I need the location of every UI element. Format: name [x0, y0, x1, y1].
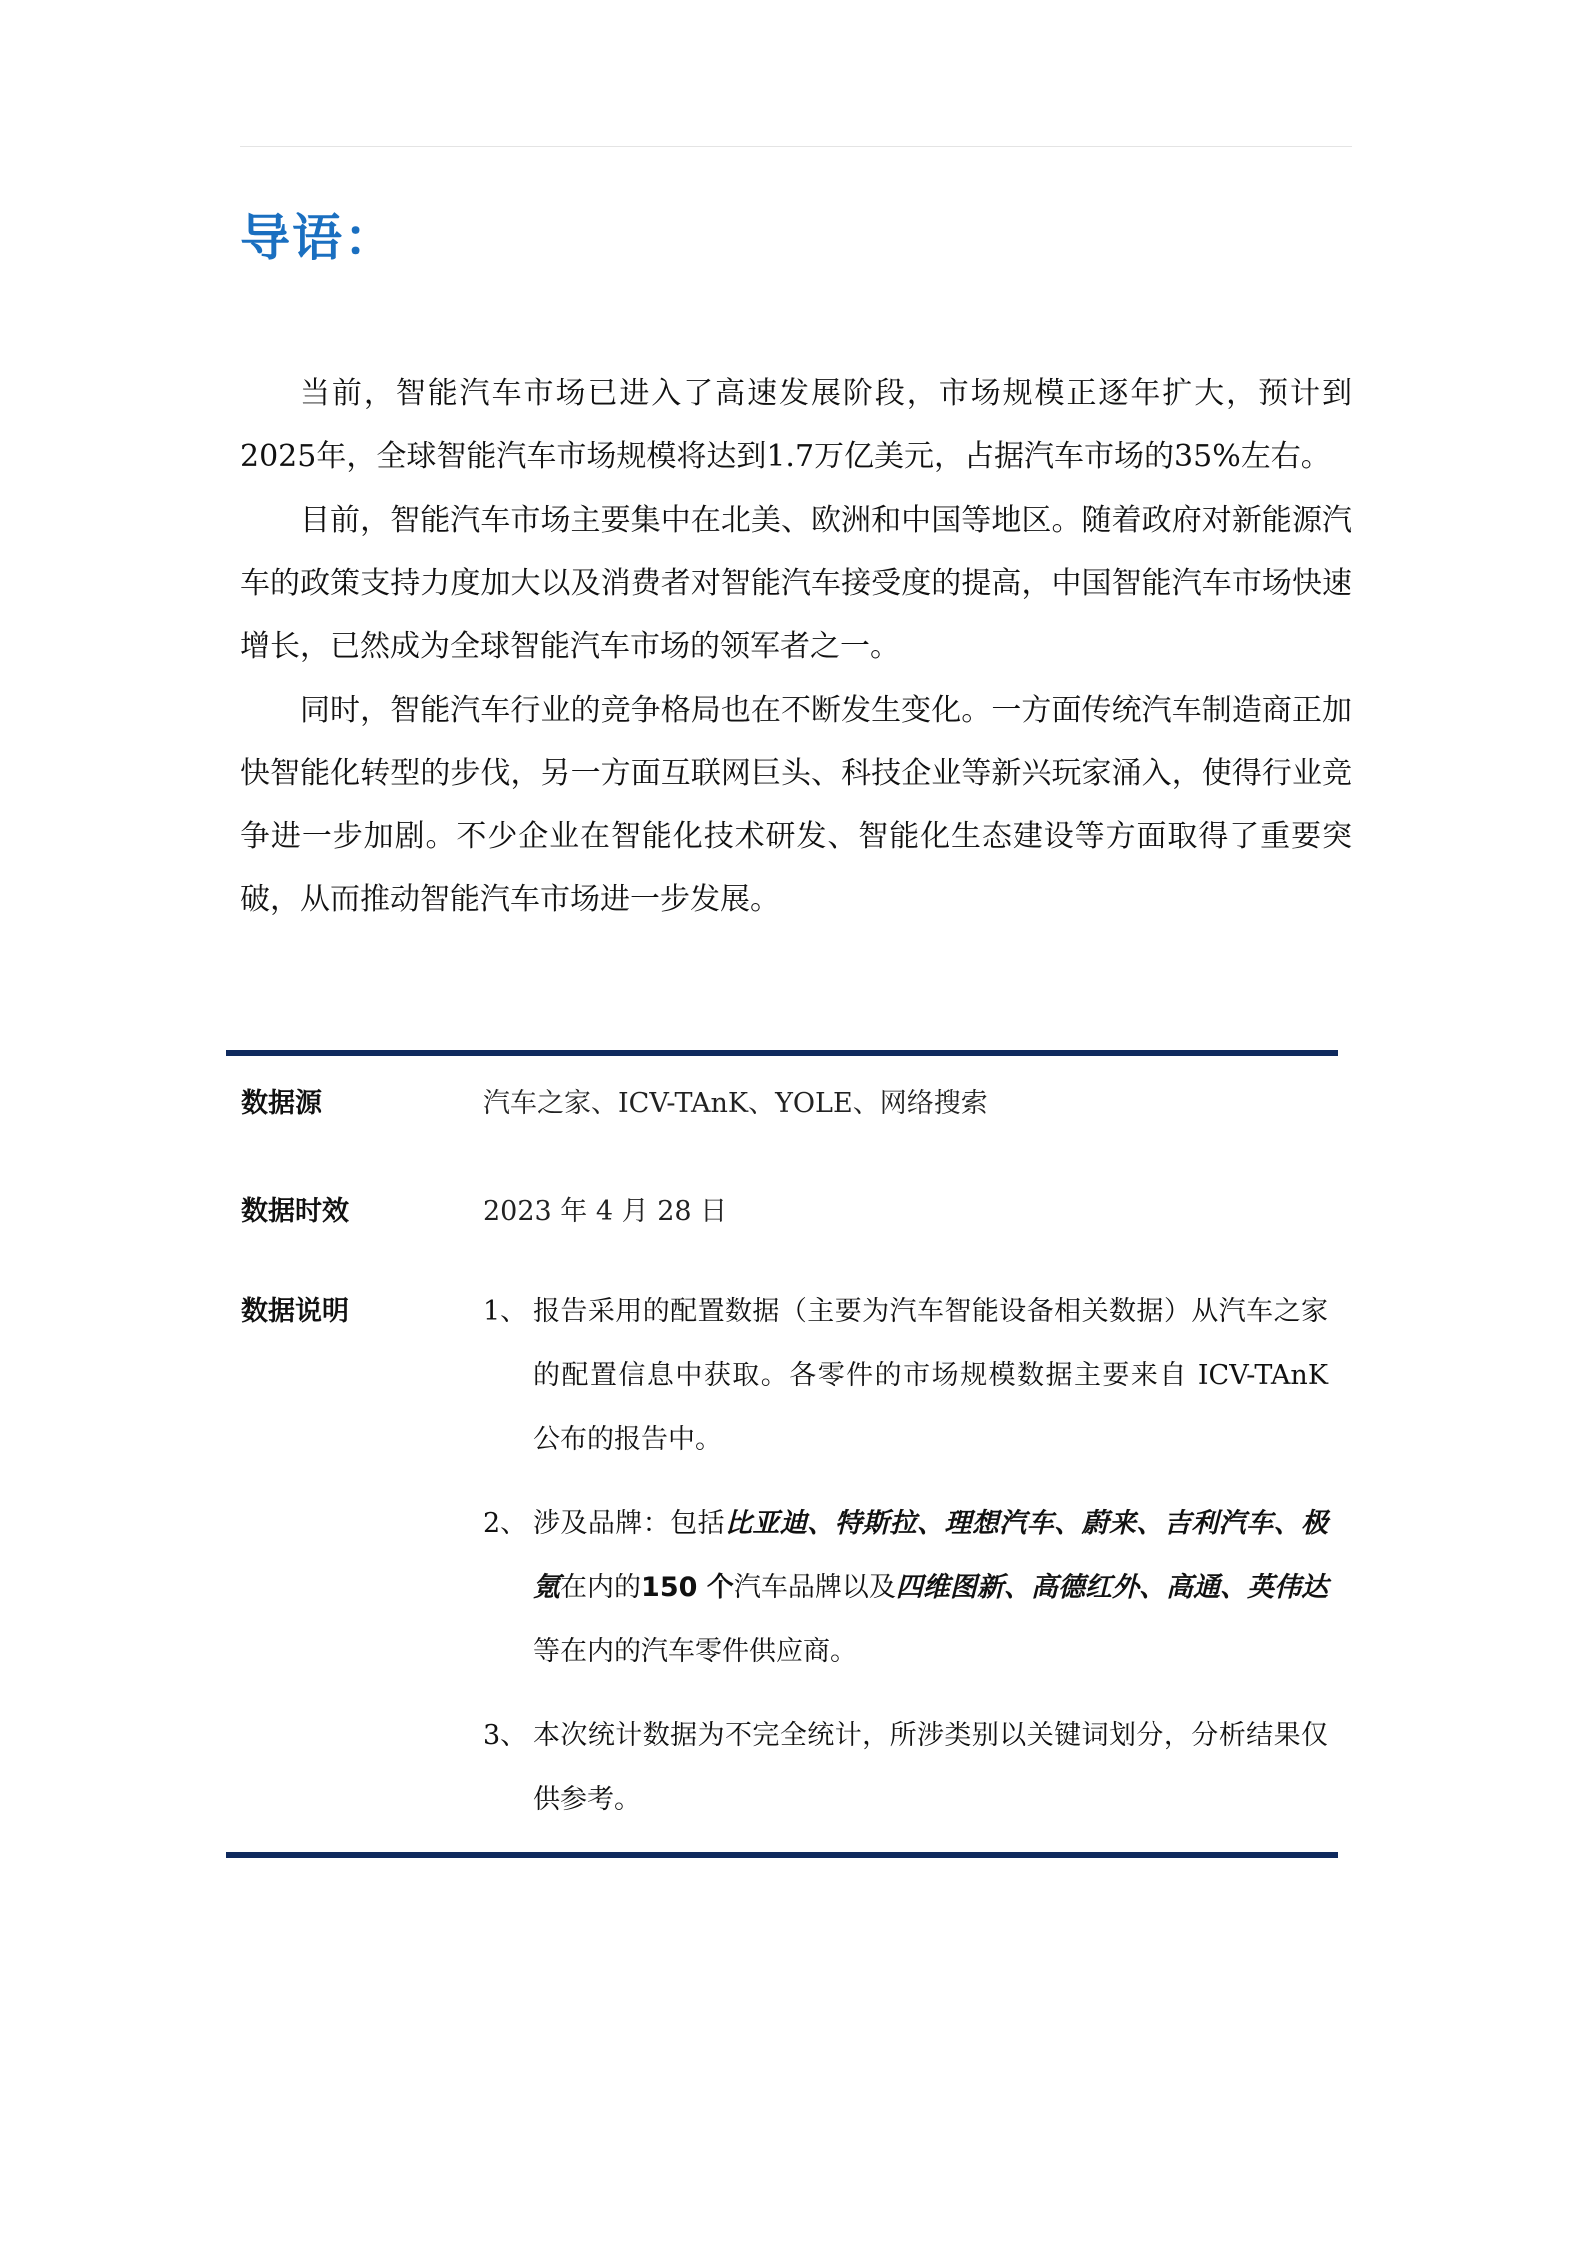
intro-paragraph: 当前，智能汽车市场已进入了高速发展阶段，市场规模正逐年扩大，预计到2025年，全球智能汽车市场规模将达到1.7万亿美元，占据汽车市场的35%左右。 — [240, 376, 1352, 474]
note-text: 本次统计数据为不完全统计，所涉类别以关键词划分，分析结果仅供参考。 — [533, 1720, 1328, 1815]
note-text — [533, 1492, 1328, 1684]
note-number: 3、 — [483, 1720, 528, 1751]
car-brand-list: 比亚迪、特斯拉、理想汽车、蔚来、吉利汽车、极氪 — [533, 1508, 1328, 1603]
note-text-part: 涉及品牌：包括 — [533, 1508, 725, 1539]
note-item — [483, 1280, 1328, 1472]
note-item — [483, 1492, 1328, 1684]
data-time-row — [226, 1190, 1338, 1280]
data-notes-label: 数据说明 — [241, 1296, 349, 1327]
note-text-part: 汽车品牌以及 — [733, 1572, 896, 1603]
intro-paragraph: 目前，智能汽车市场主要集中在北美、欧洲和中国等地区。随着政府对新能源汽车的政策支持力度加大以及消费者对智能汽车接受度的提高，中国智能汽车市场快速增长，已然成为全球智能汽车市场的领军者之一。 — [240, 503, 1352, 664]
data-source-row — [226, 1082, 1338, 1190]
note-text: 报告采用的配置数据（主要为汽车智能设备相关数据）从汽车之家的配置信息中获取。各零件的市场规模数据主要来自 ICV-TAnK 公布的报告中。 — [533, 1296, 1328, 1455]
intro-section — [240, 362, 1352, 932]
data-info-table — [226, 1050, 1338, 1858]
note-text-part: 等在内的汽车零件供应商。 — [533, 1636, 857, 1667]
intro-paragraph: 同时，智能汽车行业的竞争格局也在不断发生变化。一方面传统汽车制造商正加快智能化转型的步伐，另一方面互联网巨头、科技企业等新兴玩家涌入，使得行业竞争进一步加剧。不少企业在智能化技术研发、智能化生态建设等方面取得了重要突破，从而推动智能汽车市场进一步发展。 — [240, 693, 1352, 917]
note-text-part: 在内的 — [560, 1572, 642, 1603]
note-item — [483, 1704, 1328, 1832]
note-number: 2、 — [483, 1508, 528, 1539]
data-notes-list — [483, 1280, 1338, 1832]
parts-supplier-list: 四维图新、高德红外、高通、英伟达 — [895, 1572, 1329, 1603]
header-divider — [240, 146, 1352, 147]
data-notes-row — [226, 1280, 1338, 1832]
brand-count: 150 个 — [641, 1572, 734, 1603]
data-source-value: 汽车之家、ICV-TAnK、YOLE、网络搜索 — [483, 1088, 988, 1119]
data-time-label: 数据时效 — [241, 1196, 349, 1227]
data-source-label: 数据源 — [241, 1088, 322, 1119]
data-time-value: 2023 年 4 月 28 日 — [483, 1196, 728, 1227]
note-number: 1、 — [483, 1296, 528, 1327]
page-title: 导语： — [240, 209, 396, 267]
